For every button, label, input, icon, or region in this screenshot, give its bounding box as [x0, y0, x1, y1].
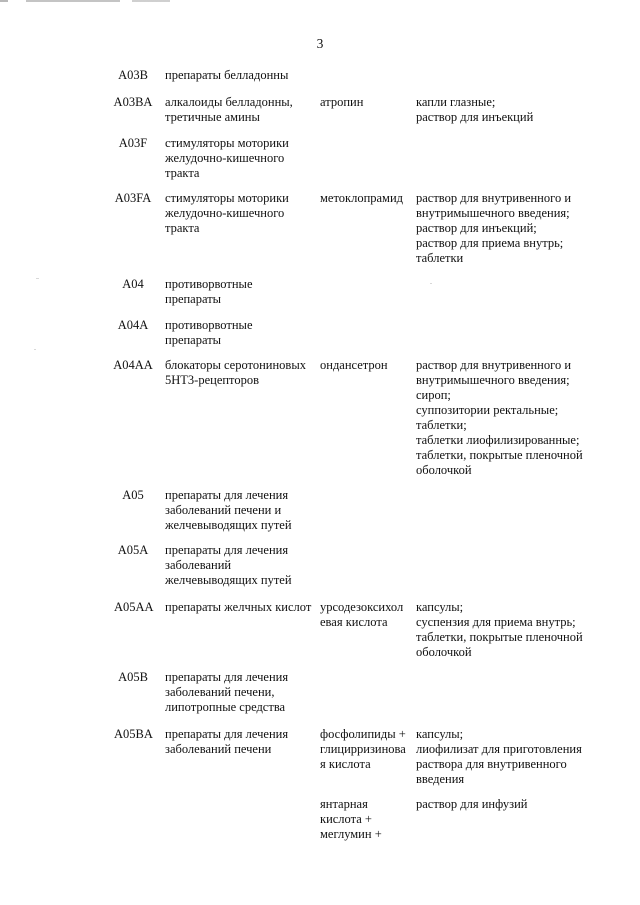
scan-dot-mark — [430, 283, 432, 284]
dosage-forms: раствор для внутривенного и внутримышечного введения; сироп; суппозитории ректальные; таблетки; таблетки лиофилизированные; таблетки, покрытые пленочной оболочкой — [416, 358, 583, 477]
atc-code: A03BA — [113, 95, 153, 109]
atc-code: A05A — [117, 543, 149, 557]
scan-left-margin-mark — [36, 278, 39, 279]
group-name: противорвотные препараты — [165, 318, 253, 347]
drug-name: янтарная кислота + меглумин + — [320, 797, 382, 841]
group-name: препараты для лечения заболеваний печени и желчевыводящих путей — [165, 488, 292, 532]
group-name: препараты для лечения заболеваний желчевыводящих путей — [165, 543, 292, 587]
drug-name: урсодезоксихол евая кислота — [320, 600, 404, 629]
atc-code: A03FA — [114, 191, 152, 205]
atc-code: A05B — [118, 670, 148, 684]
drug-name: фосфолипиды + глицирризинова я кислота — [320, 727, 406, 771]
group-name: блокаторы серотониновых 5HT3-рецепторов — [165, 358, 306, 387]
group-name: алкалоиды белладонны, третичные амины — [165, 95, 293, 124]
dosage-forms: капли глазные; раствор для инъекций — [416, 95, 534, 124]
atc-code: A04AA — [113, 358, 153, 372]
dosage-forms: капсулы; лиофилизат для приготовления раствора для внутривенного введения — [416, 727, 582, 786]
atc-code: A05AA — [114, 600, 154, 614]
atc-code: A05BA — [114, 727, 153, 741]
group-name: противорвотные препараты — [165, 277, 253, 306]
group-name: препараты желчных кислот — [165, 600, 312, 614]
group-name: стимуляторы моторики желудочно-кишечного тракта — [165, 191, 289, 235]
group-name: стимуляторы моторики желудочно-кишечного тракта — [165, 136, 289, 180]
atc-code: A05 — [122, 488, 144, 502]
group-name: препараты для лечения заболеваний печени, липотропные средства — [165, 670, 289, 714]
dosage-forms: раствор для инфузий — [416, 797, 528, 811]
drug-name: метоклопрамид — [320, 191, 404, 205]
atc-code: A04A — [117, 318, 149, 332]
dosage-forms: капсулы; суспензия для приема внутрь; таблетки, покрытые пленочной оболочкой — [416, 600, 583, 659]
page-number: 3 — [316, 36, 324, 51]
drug-name: атропин — [320, 95, 364, 109]
dosage-forms: раствор для внутривенного и внутримышечного введения; раствор для инъекций; раствор для приема внутрь; таблетки — [416, 191, 572, 265]
scan-top-edge-mark — [0, 0, 170, 2]
atc-code: A03B — [118, 68, 148, 82]
scan-left-margin-mark — [34, 349, 36, 350]
group-name: препараты для лечения заболеваний печени — [165, 727, 289, 756]
atc-code: A04 — [122, 277, 144, 291]
atc-code: A03F — [118, 136, 148, 150]
group-name: препараты белладонны — [165, 68, 289, 82]
drug-name: ондансетрон — [320, 358, 388, 372]
